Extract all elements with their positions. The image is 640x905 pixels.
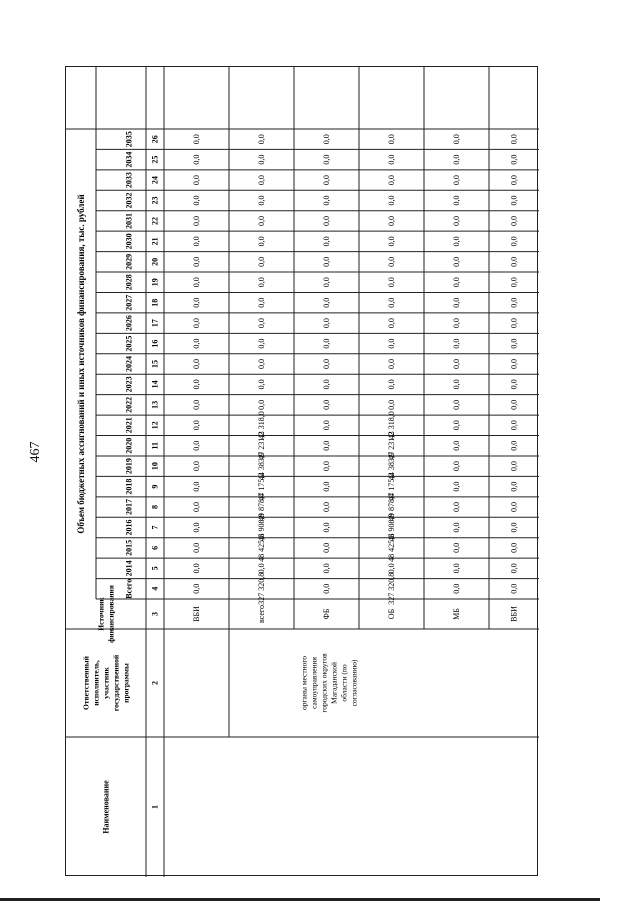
cell-executor: органы местногосамоуправлениягородских округовМагаданскойобласти (посогласованию) [299,653,359,713]
cell-value: 0,0 [192,134,201,145]
column-header-year: 2018 [124,478,134,495]
column-number: 7 [150,525,160,530]
column-number: 26 [150,135,160,144]
column-number: 5 [150,566,160,571]
cell-value: 0,0 [257,134,266,145]
cell-value: 0,0 [257,175,266,186]
cell-value: 0,0 [387,195,396,206]
cell-value: 0,0 [257,563,266,574]
cell-value: 0,0 [322,215,331,226]
column-number: 18 [150,298,160,307]
cell-source: ВБИ [192,606,201,622]
column-header-year: 2015 [124,539,134,556]
column-number: 16 [150,339,160,348]
cell-value: 0,0 [387,277,396,288]
cell-value: 0,0 [509,542,519,553]
column-number: 17 [150,319,160,328]
column-header-year: 2030 [124,233,134,250]
cell-value: 0,0 [322,154,331,165]
column-header-year: 2014 [124,560,134,577]
cell-value: 0,0 [452,338,461,349]
cell-value: 0,0 [509,318,519,329]
cell-value: 0,0 [509,563,519,574]
cell-total: 0,0 [452,583,461,594]
column-number: 9 [150,484,160,489]
cell-value: 0,0 [257,379,266,390]
column-number: 1 [150,805,160,809]
column-number: 15 [150,360,160,368]
cell-value: 0,0 [192,195,201,206]
cell-value: 0,0 [192,256,201,267]
cell-value: 0,0 [509,215,519,226]
cell-value: 0,0 [257,195,266,206]
budget-table-grid [66,67,539,877]
column-number: 23 [150,196,160,205]
cell-value: 0,0 [322,502,331,513]
cell-source: ВБИ [509,606,519,622]
cell-value: 0,0 [257,215,266,226]
cell-value: 0,0 [192,399,201,410]
cell-value: 0,0 [452,481,461,492]
column-header-source: Источникфинансирования [96,585,116,643]
cell-value: 0,0 [322,440,331,451]
cell-value: 0,0 [509,379,519,390]
cell-value: 0,0 [322,542,331,553]
cell-value: 0,0 [192,542,201,553]
cell-value: 0,0 [322,236,331,247]
cell-value: 0,0 [192,420,201,431]
cell-value: 0,0 [192,215,201,226]
cell-value: 0,0 [509,236,519,247]
cell-value: 0,0 [509,277,519,288]
cell-source: МБ [452,608,461,620]
column-header-year: 2021 [124,417,134,434]
cell-value: 0,0 [452,175,461,186]
cell-value: 49 878,4 [257,493,266,522]
cell-value: 0,0 [257,338,266,349]
cell-value: 0,0 [387,236,396,247]
cell-value: 0,0 [509,256,519,267]
cell-value: 0,0 [322,379,331,390]
cell-value: 0,0 [387,215,396,226]
cell-total: 327 320,8 [387,572,396,605]
cell-value: 0,0 [387,297,396,308]
cell-value: 47 175,2 [387,472,396,501]
cell-value: 0,0 [452,134,461,145]
column-header-year: 2025 [124,335,134,352]
column-number: 8 [150,505,160,510]
column-header-year: 2019 [124,458,134,475]
cell-value: 0,0 [322,522,331,533]
column-header-year: 2028 [124,274,134,291]
cell-value: 0,0 [192,563,201,574]
cell-value: 0,0 [509,522,519,533]
cell-value: 0,0 [192,502,201,513]
cell-value: 0,0 [387,399,396,410]
cell-value: 0,0 [192,440,201,451]
cell-value: 0,0 [387,563,396,574]
cell-value: 0,0 [452,236,461,247]
cell-value: 0,0 [192,461,201,472]
cell-total: 327 320,8 [257,572,266,605]
cell-value: 0,0 [509,338,519,349]
cell-source: ОБ [387,608,396,620]
column-header-year: 2033 [124,172,134,189]
cell-value: 0,0 [192,379,201,390]
page-number: 467 [28,441,43,463]
cell-value: 0,0 [387,256,396,267]
cell-value: 0,0 [322,461,331,472]
column-header-year: 2035 [124,131,134,148]
cell-value: 0,0 [387,359,396,369]
cell-value: 0,0 [509,297,519,308]
column-header-year: 2024 [124,356,134,372]
column-header-year: 2034 [124,151,134,168]
cell-value: 0,0 [509,440,519,451]
cell-value: 0,0 [387,134,396,145]
cell-value: 0,0 [322,318,331,329]
cell-value: 0,0 [509,481,519,492]
cell-value: 47 175,2 [257,472,266,501]
column-number: 13 [150,400,160,409]
cell-value: 0,0 [387,154,396,165]
cell-value: 0,0 [452,318,461,329]
cell-value: 0,0 [509,502,519,513]
column-number: 6 [150,545,160,550]
cell-value: 0,0 [452,440,461,451]
column-number: 20 [150,257,160,266]
cell-value: 0,0 [322,256,331,267]
column-header-total: Всего [124,578,134,599]
cell-value: 0,0 [257,236,266,247]
column-number: 2 [150,681,160,685]
cell-value: 0,0 [192,481,201,492]
cell-value: 0,0 [452,461,461,472]
cell-value: 0,0 [452,542,461,553]
column-header-year: 2023 [124,376,134,393]
cell-total: 0,0 [509,583,519,594]
cell-value: 0,0 [192,277,201,288]
column-number: 14 [150,380,160,389]
column-number: 3 [150,612,160,616]
column-header-year: 2027 [124,294,134,311]
cell-value: 0,0 [192,297,201,308]
column-header-year: 2026 [124,315,134,332]
cell-value: 0,0 [322,338,331,349]
column-number: 4 [150,586,160,591]
cell-value: 0,0 [322,420,331,431]
cell-value: 0,0 [257,318,266,329]
cell-value: 47 231,2 [387,431,396,460]
cell-value: 46 908,8 [257,513,266,542]
cell-value: 0,0 [452,563,461,574]
cell-value: 0,0 [387,338,396,349]
column-number: 22 [150,216,160,225]
column-header-executor: Ответственныйисполнитель,участникгосударственнойпрограммы [81,654,131,712]
cell-value: 0,0 [452,379,461,390]
cell-value: 0,0 [322,175,331,186]
cell-value: 0,0 [452,399,461,410]
cell-value: 0,0 [192,154,201,165]
column-header-year: 2020 [124,437,134,454]
cell-value: 43 318,0 [387,411,396,440]
cell-value: 0,0 [387,379,396,390]
cell-value: 0,0 [257,256,266,267]
cell-value: 0,0 [509,195,519,206]
cell-value: 49 878,4 [387,493,396,522]
cell-value: 0,0 [452,277,461,288]
cell-value: 0,0 [509,359,519,369]
column-header-year: 2017 [124,499,134,516]
cell-value: 0,0 [192,175,201,186]
cell-value: 0,0 [452,215,461,226]
cell-value: 0,0 [322,134,331,145]
column-header-year: 2029 [124,253,134,270]
cell-value: 0,0 [452,359,461,369]
cell-total: 0,0 [192,583,201,594]
cell-value: 0,0 [322,277,331,288]
cell-value: 0,0 [192,359,201,369]
column-number: 12 [150,421,160,430]
cell-value: 0,0 [192,236,201,247]
cell-source: всего [257,604,266,624]
column-header-year: 2022 [124,396,134,413]
cell-value: 48 425,3 [257,533,266,562]
cell-value: 0,0 [509,420,519,431]
cell-value: 0,0 [192,318,201,329]
cell-value: 0,0 [509,461,519,472]
column-number: 24 [150,176,160,185]
cell-value: 0,0 [322,297,331,308]
cell-value: 0,0 [257,399,266,410]
cell-value: 0,0 [257,154,266,165]
cell-value: 0,0 [192,338,201,349]
cell-value: 44 383,9 [387,452,396,481]
column-header-name: Наименование [101,780,111,834]
cell-value: 0,0 [452,522,461,533]
cell-value: 44 383,9 [257,452,266,481]
cell-value: 46 908,8 [387,513,396,542]
column-number: 19 [150,278,160,287]
cell-value: 0,0 [509,134,519,145]
bottom-rule [0,898,600,901]
cell-value: 0,0 [452,297,461,308]
cell-value: 0,0 [257,297,266,308]
cell-value: 0,0 [452,154,461,165]
cell-value: 48 425,3 [387,533,396,562]
cell-value: 0,0 [452,420,461,431]
cell-value: 0,0 [257,277,266,288]
column-header-year: 2031 [124,212,134,229]
cell-total: 0,0 [322,583,331,594]
column-header-year: 2016 [124,519,134,536]
cell-value: 0,0 [322,359,331,369]
cell-value: 0,0 [452,502,461,513]
cell-value: 0,0 [509,175,519,186]
cell-value: 0,0 [322,399,331,410]
cell-value: 0,0 [509,399,519,410]
cell-value: 0,0 [509,154,519,165]
budget-table [65,66,538,876]
cell-value: 0,0 [387,175,396,186]
cell-value: 0,0 [257,359,266,369]
column-number: 25 [150,155,160,164]
cell-value: 43 318,0 [257,411,266,440]
column-number: 10 [150,462,160,471]
column-number: 21 [150,237,160,246]
cell-value: 0,0 [322,195,331,206]
cell-value: 0,0 [387,318,396,329]
cell-value: 0,0 [322,481,331,492]
cell-source: ФБ [322,608,331,620]
table-header-title: Объем бюджетных ассигнований и иных источников финансирования, тыс. рублей [76,194,86,534]
cell-value: 0,0 [192,522,201,533]
cell-value: 0,0 [452,256,461,267]
cell-value: 0,0 [452,195,461,206]
column-header-year: 2032 [124,192,134,209]
column-number: 11 [150,441,160,450]
cell-value: 0,0 [322,563,331,574]
cell-value: 47 231,2 [257,431,266,460]
